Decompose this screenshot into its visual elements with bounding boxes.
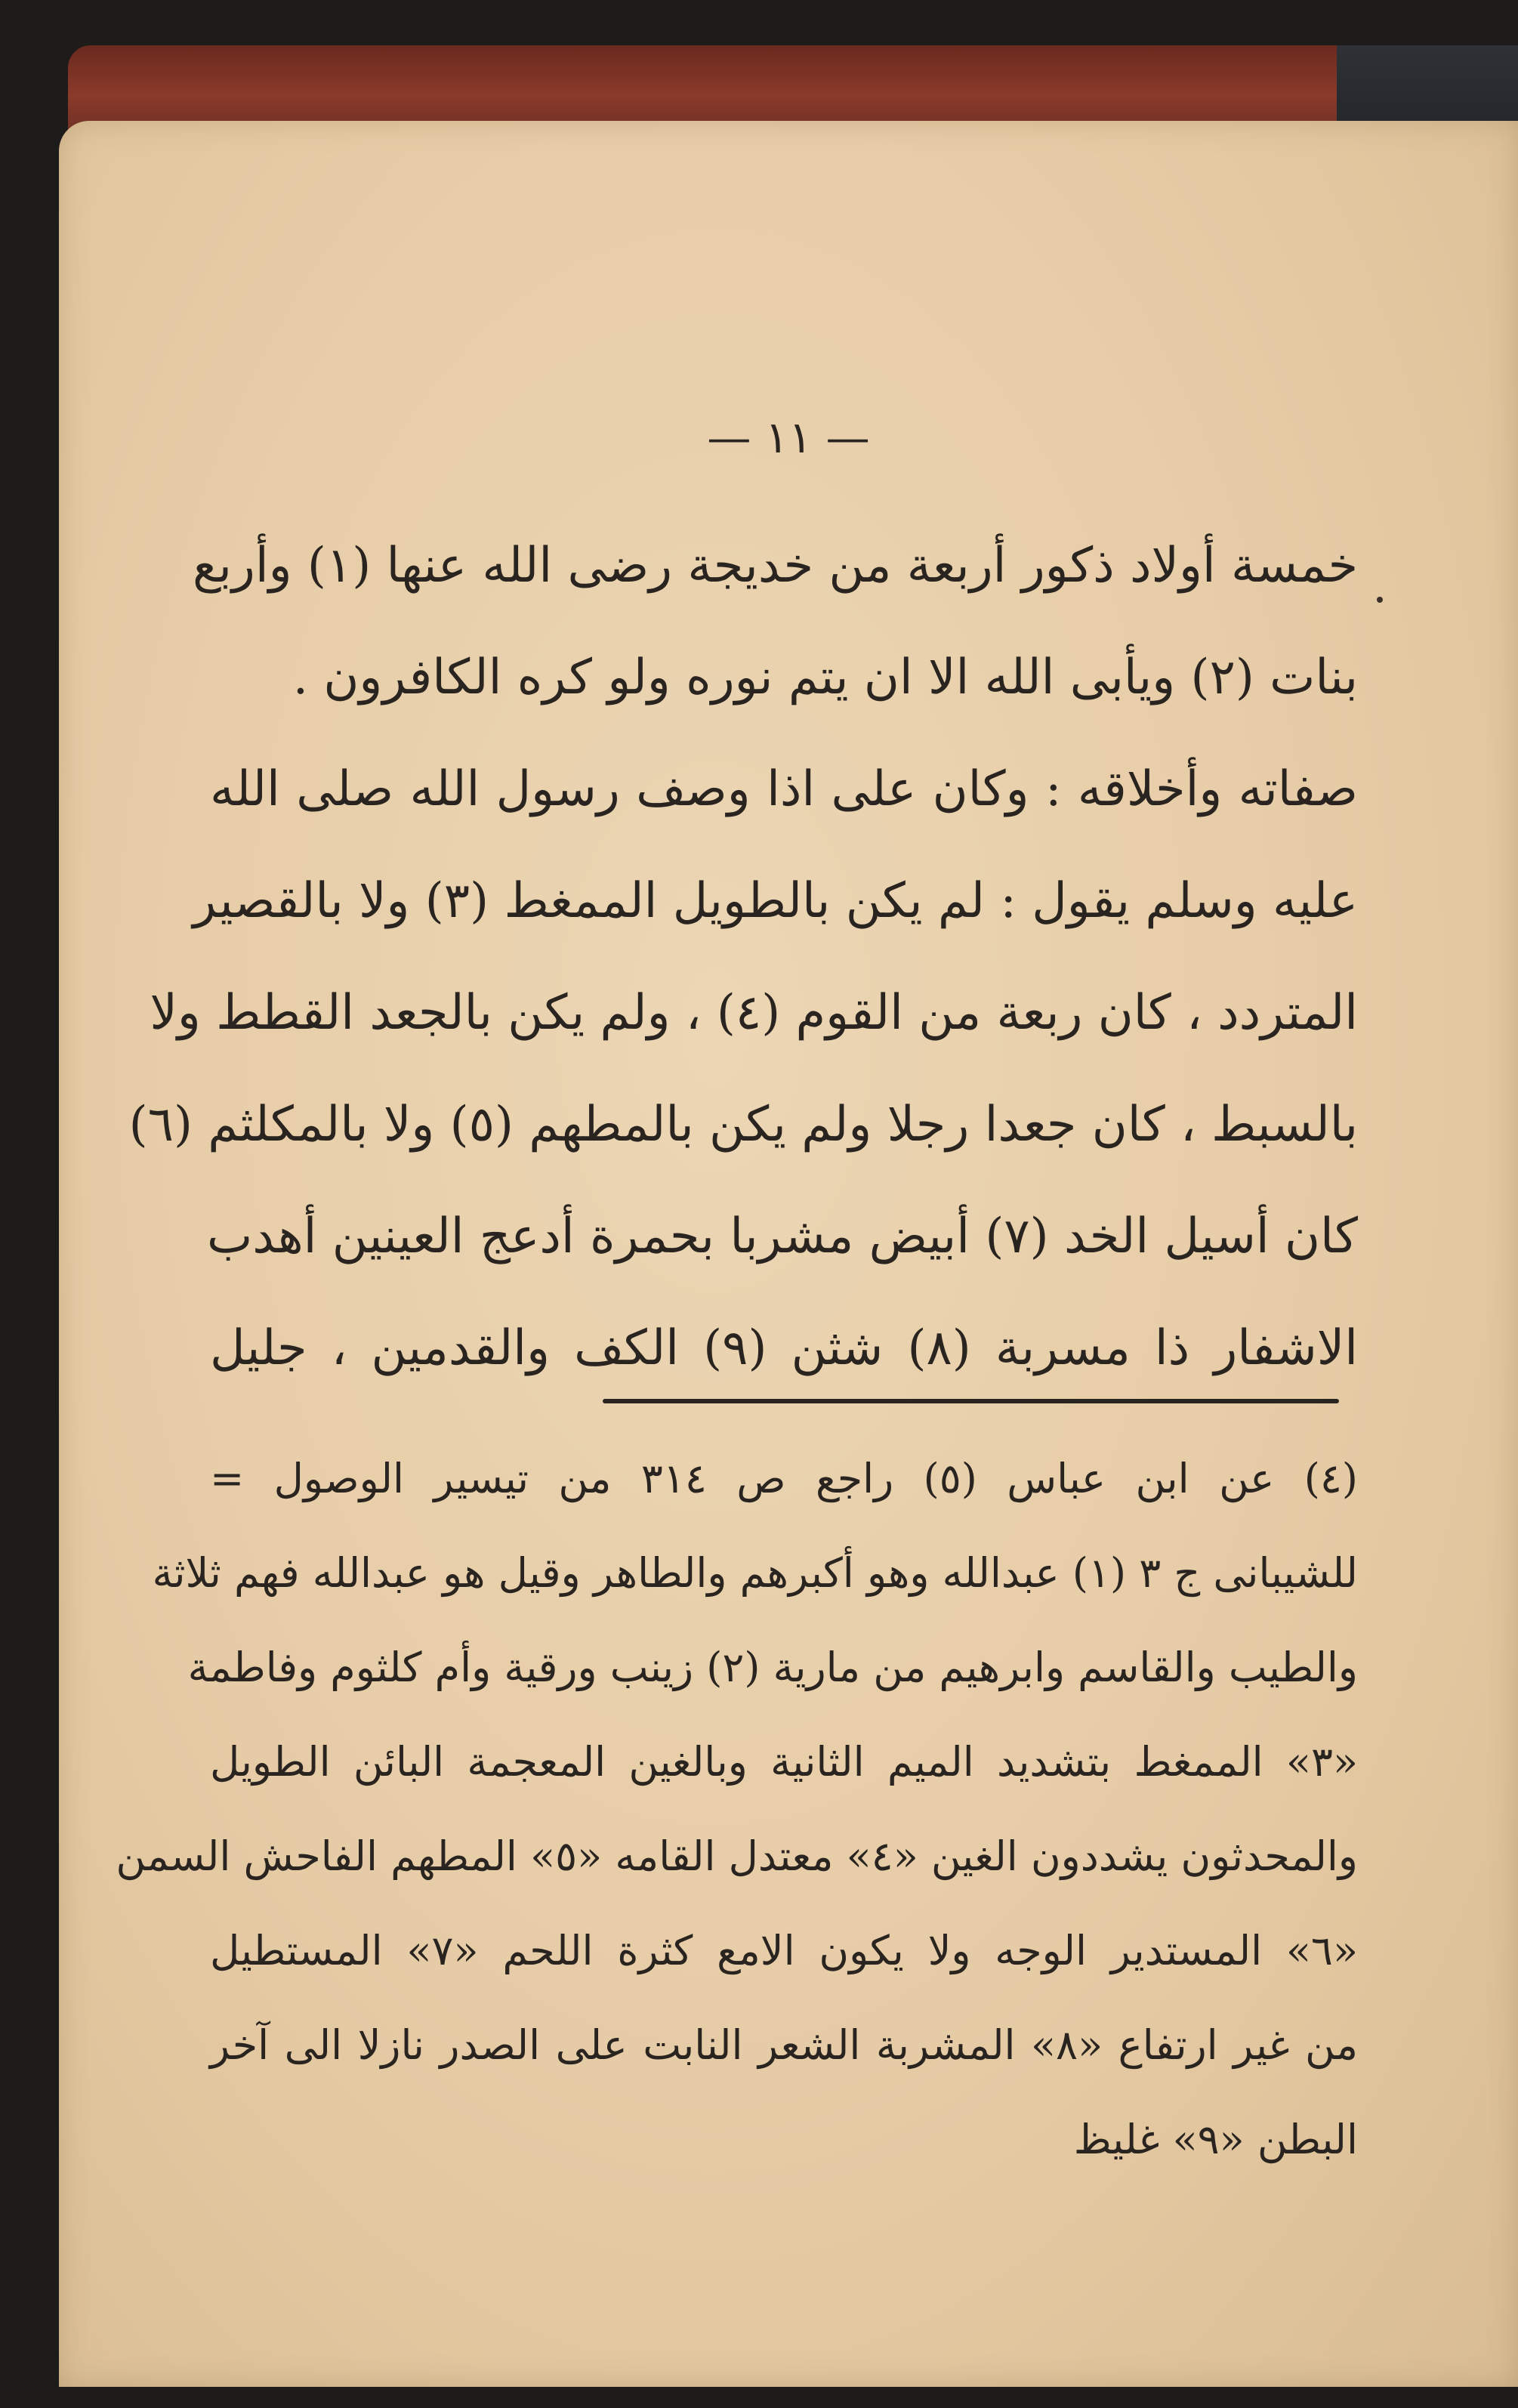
footnote-line: «٣» الممغط بتشديد الميم الثانية وبالغين المعجمة البائن الطويل: [210, 1738, 1358, 1786]
main-text-line: الاشفار ذا مسربة (٨) شثن (٩) الكف والقدمين ، جليل: [210, 1320, 1358, 1376]
main-text-line: بالسبط ، كان جعدا رجلا ولم يكن بالمطهم (٥) ولا بالمكلثم (٦): [128, 1097, 1358, 1153]
main-text-line: صفاته وأخلاقه : وكان على اذا وصف رسول الله صلى الله: [210, 761, 1358, 817]
main-text-block: [128, 510, 1358, 1404]
footnote-line: من غير ارتفاع «٨» المشربة الشعر النابت على الصدر نازلا الى آخر: [210, 2021, 1358, 2069]
footnote-divider: [603, 1399, 1339, 1403]
footnote-line: للشيبانى ج ٣ (١) عبدالله وهو أكبرهم والطاهر وقيل هو عبدالله فهم ثلاثة: [152, 1549, 1358, 1597]
footnotes-block: [116, 1431, 1358, 2187]
footnote-line: والمحدثون يشددون الغين «٤» معتدل القامه «٥» المطهم الفاحش السمن: [116, 1832, 1358, 1880]
footnote-line: (٤) عن ابن عباس (٥) راجع ص ٣١٤ من تيسير الوصول =: [210, 1455, 1358, 1502]
main-text-line: بنات (٢) ويأبى الله الا ان يتم نوره ولو كره الكافرون .: [292, 650, 1358, 705]
main-text-line: كان أسيل الخد (٧) أبيض مشربا بحمرة أدعج العينين أهدب: [207, 1209, 1358, 1264]
footnote-line: «٦» المستدير الوجه ولا يكون الامع كثرة اللحم «٧» المستطيل: [210, 1927, 1358, 1974]
main-text-line: خمسة أولاد ذكور أربعة من خديجة رضى الله عنها (١) وأربع: [193, 538, 1358, 594]
book-page: [59, 121, 1518, 2387]
ink-speck: [1377, 597, 1383, 603]
main-text-line: عليه وسلم يقول : لم يكن بالطويل الممغط (٣) ولا بالقصير: [193, 873, 1358, 929]
main-text-line: المتردد ، كان ربعة من القوم (٤) ، ولم يكن بالجعد القطط ولا: [150, 985, 1358, 1041]
footnote-line: البطن «٩» غليظ: [1073, 2116, 1358, 2163]
page-number: — ١١ —: [707, 412, 870, 463]
footnote-line: والطيب والقاسم وابرهيم من مارية (٢) زينب ورقية وأم كلثوم وفاطمة: [187, 1644, 1358, 1691]
